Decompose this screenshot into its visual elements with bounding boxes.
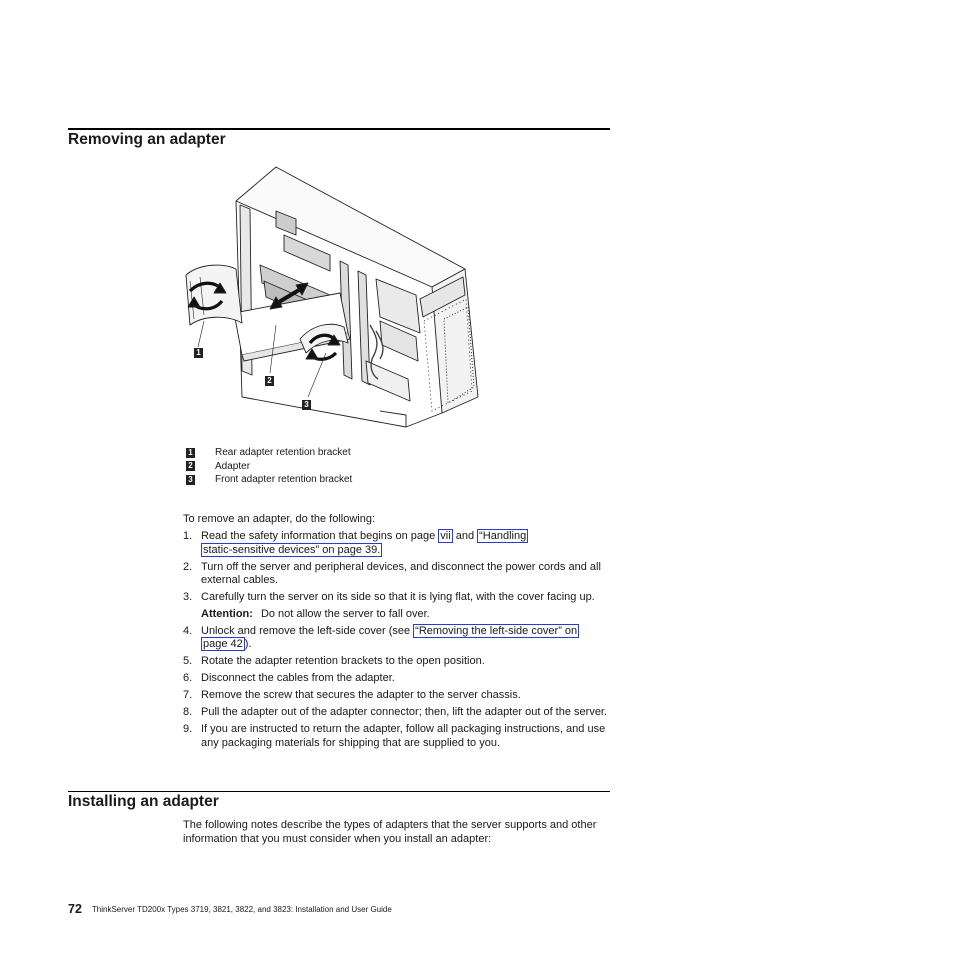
link-page-vii[interactable]: vii (440, 530, 451, 542)
link-removing-left-side-cover-b[interactable]: page 42 (203, 638, 243, 650)
legend-callout-3: 3 (186, 475, 195, 485)
step-3: 3. Carefully turn the server on its side so that it is lying flat, with the cover facing up. Attention: Do not allow the server to fall over. (183, 591, 610, 621)
server-adapter-illustration (180, 165, 480, 433)
legend-label-2: Adapter (215, 460, 251, 472)
step-1: 1. Read the safety information that begins on page vii and “Handling static-sensitive devices” on page 39. (183, 530, 527, 556)
legend-item (186, 446, 351, 460)
figure-callout-2: 2 (265, 376, 274, 386)
section-heading-installing-adapter: Installing an adapter (68, 793, 219, 810)
link-handling-static-sensitive-b[interactable]: static-sensitive devices” on page 39. (203, 543, 381, 556)
legend-item (186, 460, 251, 474)
step-9: 9. If you are instructed to return the adapter, follow all packaging instructions, and use any packaging materials for shipping that are supplied to you. (183, 723, 606, 749)
legend-label-1: Rear adapter retention bracket (215, 447, 351, 459)
footer-title: ThinkServer TD200x Types 3719, 3821, 3822, and 3823: Installation and User Guide (91, 905, 392, 914)
step-4: 4. Unlock and remove the left-side cover (see “Removing the left-side cover” on page 42 ). (183, 624, 578, 650)
legend-callout-1: 1 (186, 448, 195, 458)
installing-intro: The following notes describe the types of adapters that the server supports and other information that you must consider when you install an adapter: (183, 819, 597, 845)
page-number: 72 (68, 902, 82, 916)
link-handling-static-sensitive-a[interactable]: “Handling (479, 530, 527, 542)
figure-legend (186, 446, 353, 487)
figure-callout-1: 1 (194, 348, 203, 358)
link-removing-left-side-cover-a[interactable]: “Removing the left-side cover” on (415, 624, 578, 637)
procedure-steps (183, 530, 610, 754)
step-8: 8. Pull the adapter out of the adapter connector; then, lift the adapter out of the server. (183, 706, 608, 718)
legend-item (186, 473, 353, 487)
legend-callout-2: 2 (186, 461, 195, 471)
section-rule-installing (68, 791, 610, 792)
step-7: 7. Remove the screw that secures the adapter to the server chassis. (183, 689, 521, 701)
legend-label-3: Front adapter retention bracket (215, 474, 353, 486)
section-heading-removing-adapter: Removing an adapter (68, 131, 226, 148)
step-6: 6. Disconnect the cables from the adapter. (183, 672, 395, 684)
step-2: 2. Turn off the server and peripheral devices, and disconnect the power cords and all external cables. (183, 560, 601, 586)
section-rule-top (68, 128, 610, 130)
attention-note: Attention: Do not allow the server to fall over. (201, 607, 430, 620)
procedure-intro: To remove an adapter, do the following: (183, 513, 376, 525)
step-5: 5. Rotate the adapter retention brackets to the open position. (183, 655, 485, 667)
figure-callout-3: 3 (302, 400, 311, 410)
page-footer (68, 902, 392, 916)
